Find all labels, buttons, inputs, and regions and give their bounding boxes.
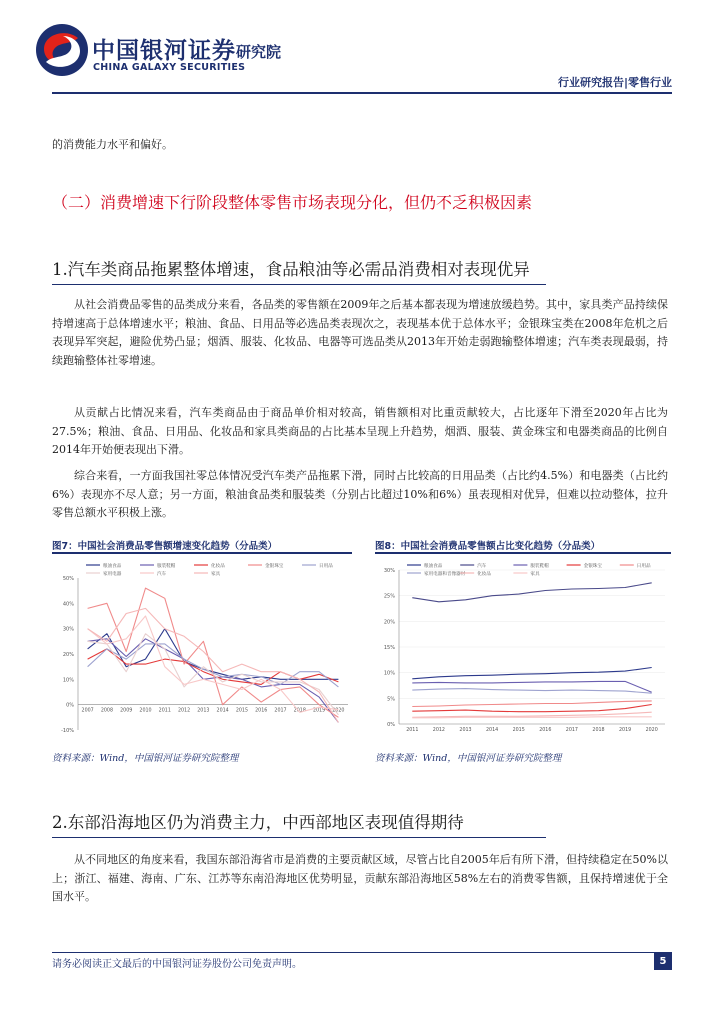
y-tick-label: 40% — [62, 601, 74, 608]
y-tick-label: 20% — [62, 652, 74, 658]
x-tick-label: 2011 — [158, 708, 171, 714]
page-number: 5 — [654, 953, 672, 970]
footer-divider — [52, 952, 672, 953]
y-tick-label: 20% — [383, 619, 395, 626]
figure-8-title: 图8：中国社会消费品零售额占比变化趋势（分品类） — [375, 541, 601, 552]
figure-8-source: 资料来源：Wind，中国银河证券研究院整理 — [375, 753, 562, 764]
x-tick-label: 2016 — [255, 708, 268, 714]
legend-label: 粮油食品 — [103, 564, 122, 569]
x-tick-label: 2017 — [565, 728, 579, 733]
carry-over-text: 的消费能力水平和偏好。 — [52, 138, 173, 151]
legend-label: 家具 — [211, 572, 221, 577]
x-tick-label: 2010 — [139, 708, 152, 714]
subsection-divider-2 — [52, 837, 546, 838]
x-tick-label: 2013 — [459, 728, 472, 733]
legend-label: 金银珠宝 — [265, 564, 284, 569]
section-title: （二）消费增速下行阶段整体零售市场表现分化，但仍不乏积极因素 — [52, 193, 533, 212]
galaxy-logo-icon — [34, 22, 90, 78]
x-tick-label: 2019 — [618, 728, 632, 733]
paragraph-2: 从贡献占比情况来看，汽车类商品由于商品单价相对较高，销售额相对比重贡献较大，占比逐年下滑至2020年占比为27.5%；粮油、食品、日用品、化妆品和家具类商品的占比基本呈现上升趋势，烟酒、服装、黄金珠宝和电器类商品的比例自2014年开始便表现出下滑。 — [52, 406, 668, 457]
footer-disclaimer: 请务必阅读正文最后的中国银河证券股份公司免责声明。 — [52, 959, 302, 970]
report-type: 行业研究报告|零售行业 — [557, 76, 672, 89]
y-tick-label: 0% — [66, 702, 74, 709]
x-tick-label: 2014 — [485, 728, 499, 733]
y-tick-label: 50% — [62, 576, 74, 582]
paragraph-1: 从社会消费品零售的品类成分来看，各品类的零售额在2009年之后基本都表现为增速放缓趋势。其中，家具类产品持续保持增速高于总体增速水平；粮油、食品、日用品等必选品类表现次之，表现基本优于总体水平；金银珠宝类在2008年危机之后表现异军突起，避险优势凸显；烟酒、服装、化妆品、电器等可选品类从2013年开始走弱跑输整体增速；汽车类表现最弱，持续跑输整体社零增速。 — [52, 298, 668, 368]
x-tick-label: 2014 — [216, 708, 229, 714]
figure-7-divider — [52, 552, 352, 554]
y-tick-label: -10% — [61, 728, 74, 734]
legend-label: 化妆品 — [477, 572, 491, 577]
legend-label: 汽车 — [157, 572, 167, 577]
x-tick-label: 2020 — [645, 728, 658, 733]
legend-label: 化妆品 — [211, 564, 225, 569]
figure-8-chart — [375, 556, 671, 738]
legend-label: 日用品 — [319, 564, 333, 569]
y-tick-label: 15% — [383, 645, 395, 651]
legend-label: 日用品 — [636, 564, 651, 569]
subsection-title-2: 2.东部沿海地区仍为消费主力，中西部地区表现值得期待 — [52, 813, 464, 832]
logo-title: 中国银河证券 — [92, 38, 236, 64]
figure-7-title: 图7：中国社会消费品零售额增速变化趋势（分品类） — [52, 541, 278, 552]
x-tick-label: 2019 — [312, 708, 326, 714]
x-tick-label: 2007 — [81, 708, 94, 714]
legend-label: 家具 — [530, 572, 540, 577]
figure-7-source: 资料来源：Wind，中国银河证券研究院整理 — [52, 753, 239, 764]
x-tick-label: 2009 — [120, 708, 133, 714]
legend-label: 汽车 — [477, 564, 487, 569]
x-tick-label: 2020 — [332, 708, 345, 714]
logo-institute: 研究院 — [236, 43, 282, 61]
x-tick-label: 2012 — [432, 728, 446, 733]
y-tick-label: 30% — [62, 626, 74, 633]
x-tick-label: 2015 — [512, 728, 525, 733]
x-tick-label: 2012 — [177, 708, 191, 714]
legend-label: 服装鞋帽 — [157, 564, 176, 569]
legend-label: 服装鞋帽 — [530, 564, 549, 569]
logo-english-name: CHINA GALAXY SECURITIES — [93, 62, 246, 73]
x-tick-label: 2013 — [197, 708, 210, 714]
x-tick-label: 2018 — [592, 728, 605, 733]
y-tick-label: 0% — [387, 722, 395, 728]
x-tick-label: 2016 — [539, 728, 552, 733]
y-tick-label: 5% — [387, 696, 395, 703]
y-tick-label: 10% — [383, 670, 395, 677]
x-tick-label: 2011 — [406, 728, 419, 733]
legend-label: 家用电器 — [103, 572, 122, 577]
legend-label: 粮油食品 — [424, 564, 443, 569]
x-tick-label: 2015 — [235, 708, 249, 714]
legend-label: 家用电器和音像器材 — [424, 572, 466, 577]
figure-8-divider — [375, 552, 671, 554]
y-tick-label: 25% — [383, 593, 395, 600]
y-tick-label: 30% — [383, 568, 395, 574]
paragraph-3: 综合来看，一方面我国社零总体情况受汽车类产品拖累下滑，同时占比较高的日用品类（占比约4.5%）和电器类（占比约6%）表现亦不尽人意；另一方面，粮油食品类和服装类（分别占比超过10%和6%）虽表现相对优异，但难以拉动整体，拉升零售总额水平积极上涨。 — [52, 469, 668, 520]
header-divider — [52, 92, 672, 94]
subsection-divider-1 — [52, 284, 546, 285]
x-tick-label: 2017 — [274, 708, 287, 714]
x-tick-label: 2018 — [293, 708, 306, 714]
figure-7-chart — [52, 556, 352, 738]
y-tick-label: 10% — [62, 677, 74, 684]
paragraph-4: 从不同地区的角度来看，我国东部沿海省市是消费的主要贡献区域，尽管占比自2005年后有所下滑，但持续稳定在50%以上；浙江、福建、海南、广东、江苏等东南沿海地区优势明显，贡献东部沿海地区58%左右的消费零售额，且保持增速优于全国水平。 — [52, 853, 668, 904]
legend-label: 金银珠宝 — [583, 564, 602, 569]
subsection-title-1: 1.汽车类商品拖累整体增速，食品粮油等必需品消费相对表现优异 — [52, 260, 530, 279]
x-tick-label: 2008 — [100, 708, 114, 714]
